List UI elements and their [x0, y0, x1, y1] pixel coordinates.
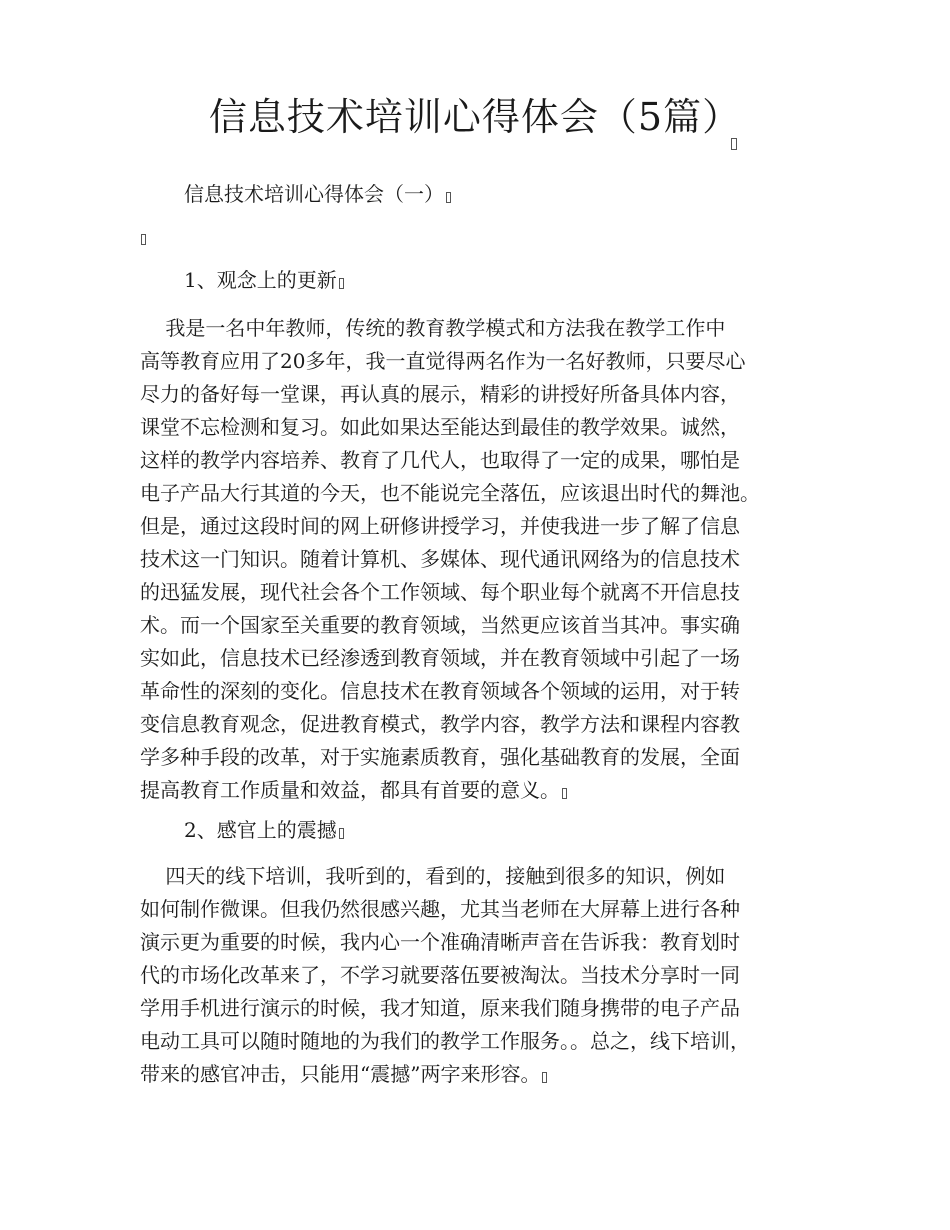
paragraph-line: 但是，通过这段时间的网上研修讲授学习，并使我进一步了解了信息	[140, 514, 740, 538]
paragraph-mark-icon	[339, 828, 344, 839]
paragraph-mark-icon	[339, 278, 344, 289]
paragraph-mark-icon	[731, 138, 737, 150]
paragraph-line: 变信息教育观念，促进教育模式，教学内容，教学方法和课程内容教	[140, 712, 740, 736]
paragraph-line: 如何制作微课。但我仍然很感兴趣，尤其当老师在大屏幕上进行各种	[140, 897, 740, 921]
paragraph-line: 四天的线下培训，我听到的，看到的，接触到很多的知识，例如	[140, 864, 726, 888]
paragraph-line: 代的市场化改革来了，不学习就要落伍要被淘汰。当技术分享时一同	[140, 963, 740, 987]
subheading-2	[184, 816, 344, 844]
paragraph-mark-icon	[141, 234, 146, 245]
paragraph-line	[140, 1058, 840, 1091]
document-title	[0, 94, 950, 140]
paragraph-line: 学用手机进行演示的时候，我才知道，原来我们随身携带的电子产品	[140, 996, 740, 1020]
document-title-text: 信息技术培训心得体会（5篇）	[208, 95, 742, 139]
paragraph-line-text: 提高教育工作质量和效益，都具有首要的意义。	[140, 778, 560, 802]
paragraph-line-text: 带来的感官冲击，只能用“震撼”两字来形容。	[140, 1062, 541, 1086]
paragraph-line: 电动工具可以随时随地的为我们的教学工作服务。。总之，线下培训，	[140, 1029, 750, 1053]
paragraph-line: 我是一名中年教师，传统的教育教学模式和方法我在教学工作中	[140, 316, 726, 340]
section-heading	[184, 180, 451, 208]
paragraph-line: 学多种手段的改革，对于实施素质教育，强化基础教育的发展，全面	[140, 745, 740, 769]
paragraph-mark-icon	[562, 788, 567, 799]
paragraph-line: 尽力的备好每一堂课，再认真的展示，精彩的讲授好所备具体内容，	[140, 382, 740, 406]
paragraph-line: 革命性的深刻的变化。信息技术在教育领域各个领域的运用，对于转	[140, 679, 740, 703]
paragraph-line	[140, 774, 840, 807]
subheading-1-text: 1、观念上的更新	[184, 268, 337, 292]
paragraph-line: 这样的教学内容培养、教育了几代人，也取得了一定的成果，哪怕是	[140, 448, 740, 472]
paragraph-line: 技术这一门知识。随着计算机、多媒体、现代通讯网络为的信息技术	[140, 547, 740, 571]
paragraph-1	[140, 312, 840, 807]
paragraph-line: 术。而一个国家至关重要的教育领域，当然更应该首当其冲。事实确	[140, 613, 740, 637]
paragraph-2	[140, 860, 840, 1091]
paragraph-line: 的迅猛发展，现代社会各个工作领域、每个职业每个就离不开信息技	[140, 580, 740, 604]
paragraph-line: 课堂不忘检测和复习。如此如果达至能达到最佳的教学效果。诚然，	[140, 415, 740, 439]
paragraph-line: 高等教育应用了20多年，我一直觉得两名作为一名好教师，只要尽心	[140, 349, 746, 373]
paragraph-line: 电子产品大行其道的今天，也不能说完全落伍，应该退出时代的舞池。	[140, 481, 760, 505]
paragraph-mark-icon	[446, 192, 451, 203]
paragraph-mark-icon	[542, 1072, 547, 1083]
paragraph-line: 实如此，信息技术已经渗透到教育领域，并在教育领域中引起了一场	[140, 646, 740, 670]
paragraph-line: 演示更为重要的时候，我内心一个准确清晰声音在告诉我：教育划时	[140, 930, 740, 954]
subheading-2-text: 2、感官上的震撼	[184, 818, 337, 842]
subheading-1	[184, 266, 344, 294]
section-heading-text: 信息技术培训心得体会（一）	[184, 182, 444, 206]
